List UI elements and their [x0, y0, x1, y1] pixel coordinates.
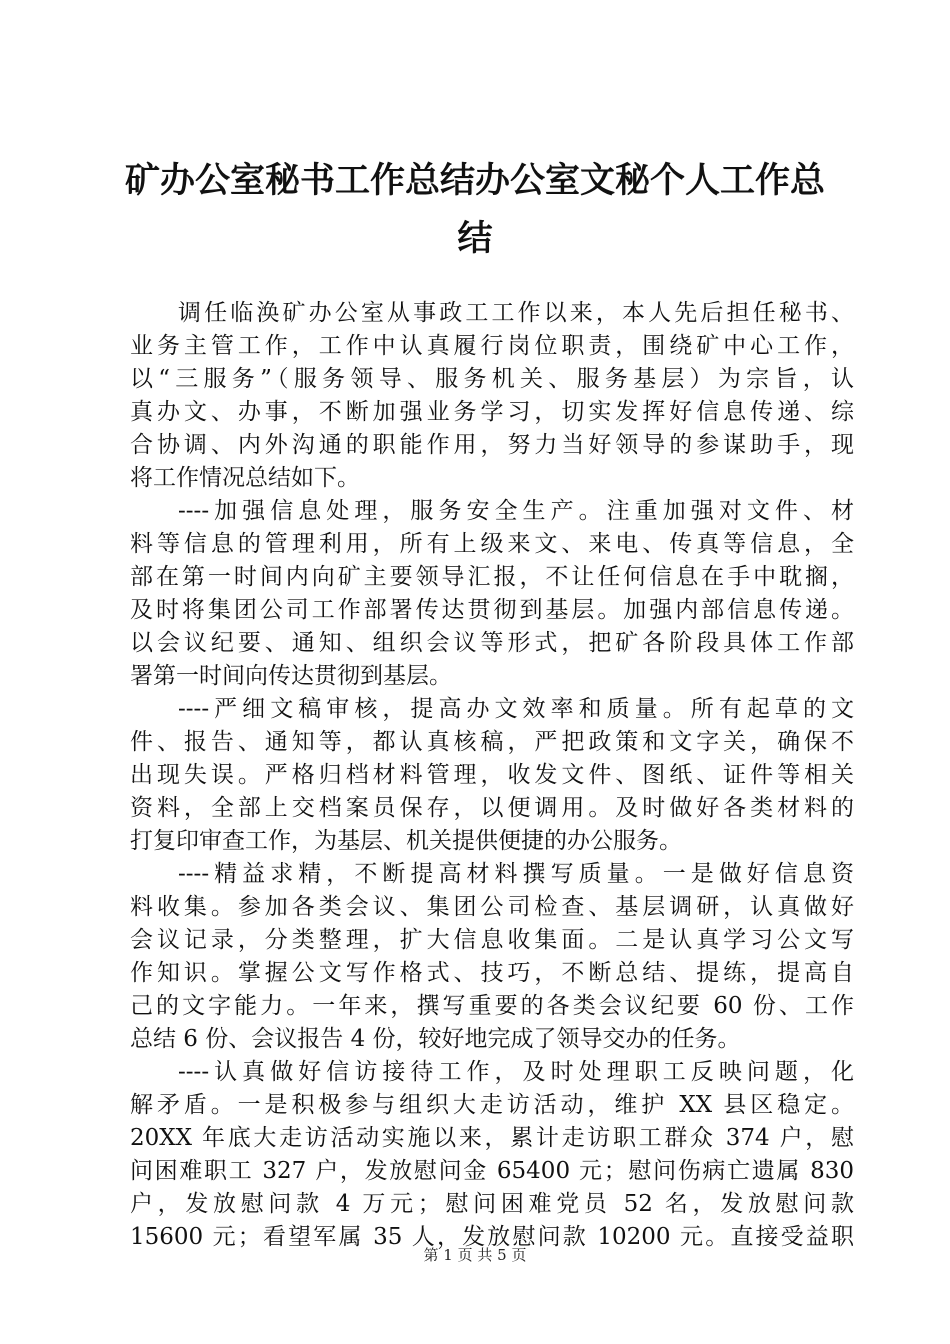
body-line: 以“三服务”（服务领导、服务机关、服务基层）为宗旨，认 — [130, 366, 854, 392]
body-line: ----严细文稿审核，提高办文效率和质量。所有起草的文 — [178, 696, 854, 722]
document-body — [130, 297, 854, 1254]
body-line: 己的文字能力。一年来，撰写重要的各类会议纪要 60 份、工作 — [130, 993, 854, 1019]
body-line: 15600 元；看望军属 35 人，发放慰问款 10200 元。直接受益职 — [130, 1224, 854, 1250]
body-line: 以会议纪要、通知、组织会议等形式，把矿各阶段具体工作部 — [130, 630, 854, 656]
body-line: ----精益求精，不断提高材料撰写质量。一是做好信息资 — [178, 861, 854, 887]
body-line: 业务主管工作，工作中认真履行岗位职责，围绕矿中心工作， — [130, 333, 854, 359]
body-line: 问困难职工 327 户，发放慰问金 65400 元；慰问伤病亡遗属 830 — [130, 1158, 854, 1184]
body-line: 部在第一时间内向矿主要领导汇报，不让任何信息在手中耽搁， — [130, 564, 854, 590]
document-title-line1: 矿办公室秘书工作总结办公室文秘个人工作总 — [124, 161, 825, 201]
body-line: 打复印审查工作，为基层、机关提供便捷的办公服务。 — [130, 828, 682, 854]
body-line: ----加强信息处理，服务安全生产。注重加强对文件、材 — [178, 498, 854, 524]
body-line: 及时将集团公司工作部署传达贯彻到基层。加强内部信息传递。 — [130, 597, 854, 623]
body-line: 将工作情况总结如下。 — [130, 465, 360, 491]
body-line: 20XX 年底大走访活动实施以来，累计走访职工群众 374 户，慰 — [130, 1125, 854, 1151]
body-line: 料等信息的管理利用，所有上级来文、来电、传真等信息，全 — [130, 531, 854, 557]
body-line: 署第一时间向传达贯彻到基层。 — [130, 663, 452, 689]
body-line: 会议记录，分类整理，扩大信息收集面。二是认真学习公文写 — [130, 927, 854, 953]
body-line: 真办文、办事，不断加强业务学习，切实发挥好信息传递、综 — [130, 399, 854, 425]
body-line: ----认真做好信访接待工作，及时处理职工反映问题，化 — [178, 1059, 854, 1085]
body-line: 总结 6 份、会议报告 4 份，较好地完成了领导交办的任务。 — [130, 1026, 741, 1052]
body-line: 户，发放慰问款 4 万元；慰问困难党员 52 名，发放慰问款 — [130, 1191, 854, 1217]
body-line: 件、报告、通知等，都认真核稿，严把政策和文字关，确保不 — [130, 729, 854, 755]
body-line: 调任临涣矿办公室从事政工工作以来，本人先后担任秘书、 — [178, 300, 854, 326]
body-line: 合协调、内外沟通的职能作用，努力当好领导的参谋助手，现 — [130, 432, 854, 458]
body-line: 作知识。掌握公文写作格式、技巧，不断总结、提练，提高自 — [130, 960, 854, 986]
document-title-line2: 结 — [457, 219, 493, 259]
body-line: 解矛盾。一是积极参与组织大走访活动，维护 XX 县区稳定。 — [130, 1092, 854, 1118]
body-line: 料收集。参加各类会议、集团公司检查、基层调研，认真做好 — [130, 894, 854, 920]
body-line: 资料，全部上交档案员保存，以便调用。及时做好各类材料的 — [130, 795, 854, 821]
body-line: 出现失误。严格归档材料管理，收发文件、图纸、证件等相关 — [130, 762, 854, 788]
page-number-footer: 第 1 页 共 5 页 — [423, 1246, 527, 1264]
